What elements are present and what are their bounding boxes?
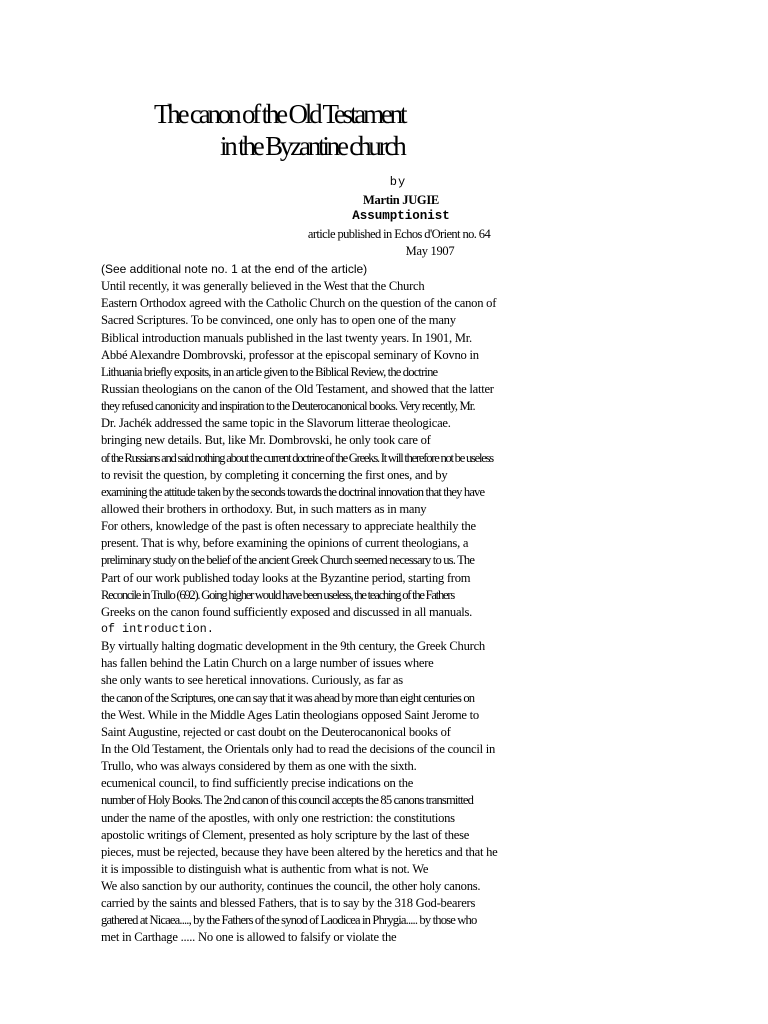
text-line: of introduction.: [101, 622, 214, 636]
text-line: Russian theologians on the canon of the Old Testament, and showed that the latter: [101, 381, 494, 396]
text-line: Sacred Scriptures. To be convinced, one only has to open one of the many: [101, 313, 456, 328]
text-line: Part of our work published today looks at the Byzantine period, starting from: [101, 570, 471, 585]
text-line: met in Carthage ..... No one is allowed to falsify or violate the: [101, 930, 397, 945]
text-line: For others, knowledge of the past is often necessary to appreciate healthily the: [101, 519, 476, 534]
text-line: examining the attitude taken by the seconds towards the doctrinal innovation that they have: [101, 484, 485, 499]
text-line: We also sanction by our authority, continues the council, the other holy canons.: [101, 879, 481, 894]
text-line: preliminary study on the belief of the ancient Greek Church seemed necessary to us. The: [101, 553, 475, 568]
text-line: the canon of the Scriptures, one can say that it was ahead by more than eight centuries on: [101, 690, 475, 705]
text-line: the West. While in the Middle Ages Latin theologians opposed Saint Jerome to: [101, 707, 479, 722]
text-line: gathered at Nicaea...., by the Fathers of the synod of Laodicea in Phrygia..... by those who: [101, 913, 477, 928]
text-line: to revisit the question, by completing it concerning the first ones, and by: [101, 467, 448, 482]
body-text: [101, 261, 571, 947]
text-line: Biblical introduction manuals published in the last twenty years. In 1901, Mr.: [101, 330, 472, 345]
text-line: carried by the saints and blessed Fathers, that is to say by the 318 God-bearers: [101, 896, 476, 911]
text-line: By virtually halting dogmatic development in the 9th century, the Greek Church: [101, 639, 485, 654]
text-line: Until recently, it was generally believed in the West that the Church: [101, 279, 425, 294]
text-line: Greeks on the canon found sufficiently exposed and discussed in all manuals.: [101, 604, 473, 619]
text-line: Saint Augustine, rejected or cast doubt on the Deuterocanonical books of: [101, 724, 451, 739]
text-line: they refused canonicity and inspiration to the Deuterocanonical books. Very recently, Mr.: [101, 399, 475, 414]
text-line: apostolic writings of Clement, presented as holy scripture by the last of these: [101, 827, 470, 842]
text-line: Abbé Alexandre Dombrovski, professor at the episcopal seminary of Kovno in: [101, 347, 479, 362]
text-line: ecumenical council, to find sufficiently precise indications on the: [101, 776, 414, 791]
text-line: pieces, must be rejected, because they have been altered by the heretics and that he: [101, 844, 498, 859]
text-line: Reconcile in Trullo (692). Going higher would have been useless, the teaching of the Fathers: [101, 587, 454, 602]
text-line: Dr. Jachék addressed the same topic in the Slavorum litterae theologicae.: [101, 416, 451, 431]
author-order: Assumptionist: [352, 209, 450, 223]
text-line: number of Holy Books. The 2nd canon of this council accepts the 85 canons transmitted: [101, 793, 474, 808]
publication-date: May 1907: [405, 244, 455, 258]
byline-by: by: [389, 175, 407, 189]
author-name: Martin JUGIE: [363, 193, 439, 207]
text-line: it is impossible to distinguish what is authentic from what is not. We: [101, 861, 429, 876]
text-line: Lithuania briefly exposits, in an article given to the Biblical Review, the doctrine: [101, 364, 438, 379]
publication-info: article published in Echos d'Orient no. 64: [307, 227, 491, 241]
text-line: (See additional note no. 1 at the end of the article): [101, 262, 368, 276]
text-line: allowed their brothers in orthodoxy. But, in such matters as in many: [101, 501, 427, 516]
text-line: Trullo, who was always considered by them as one with the sixth.: [101, 759, 417, 774]
title-line-2: in the Byzantine church: [220, 131, 404, 161]
text-line: of the Russians and said nothing about the current doctrine of the Greeks. It will therefore not be useless: [101, 450, 493, 465]
text-line: Eastern Orthodox agreed with the Catholic Church on the question of the canon of: [101, 296, 497, 311]
text-line: In the Old Testament, the Orientals only had to read the decisions of the council in: [101, 741, 496, 756]
title-line-1: The canon of the Old Testament: [154, 99, 405, 129]
text-line: she only wants to see heretical innovations. Curiously, as far as: [101, 673, 403, 688]
text-line: under the name of the apostles, with only one restriction: the constitutions: [101, 810, 455, 825]
text-line: has fallen behind the Latin Church on a large number of issues where: [101, 656, 434, 671]
text-line: present. That is why, before examining the opinions of current theologians, a: [101, 536, 469, 551]
text-line: bringing new details. But, like Mr. Dombrovski, he only took care of: [101, 433, 431, 448]
